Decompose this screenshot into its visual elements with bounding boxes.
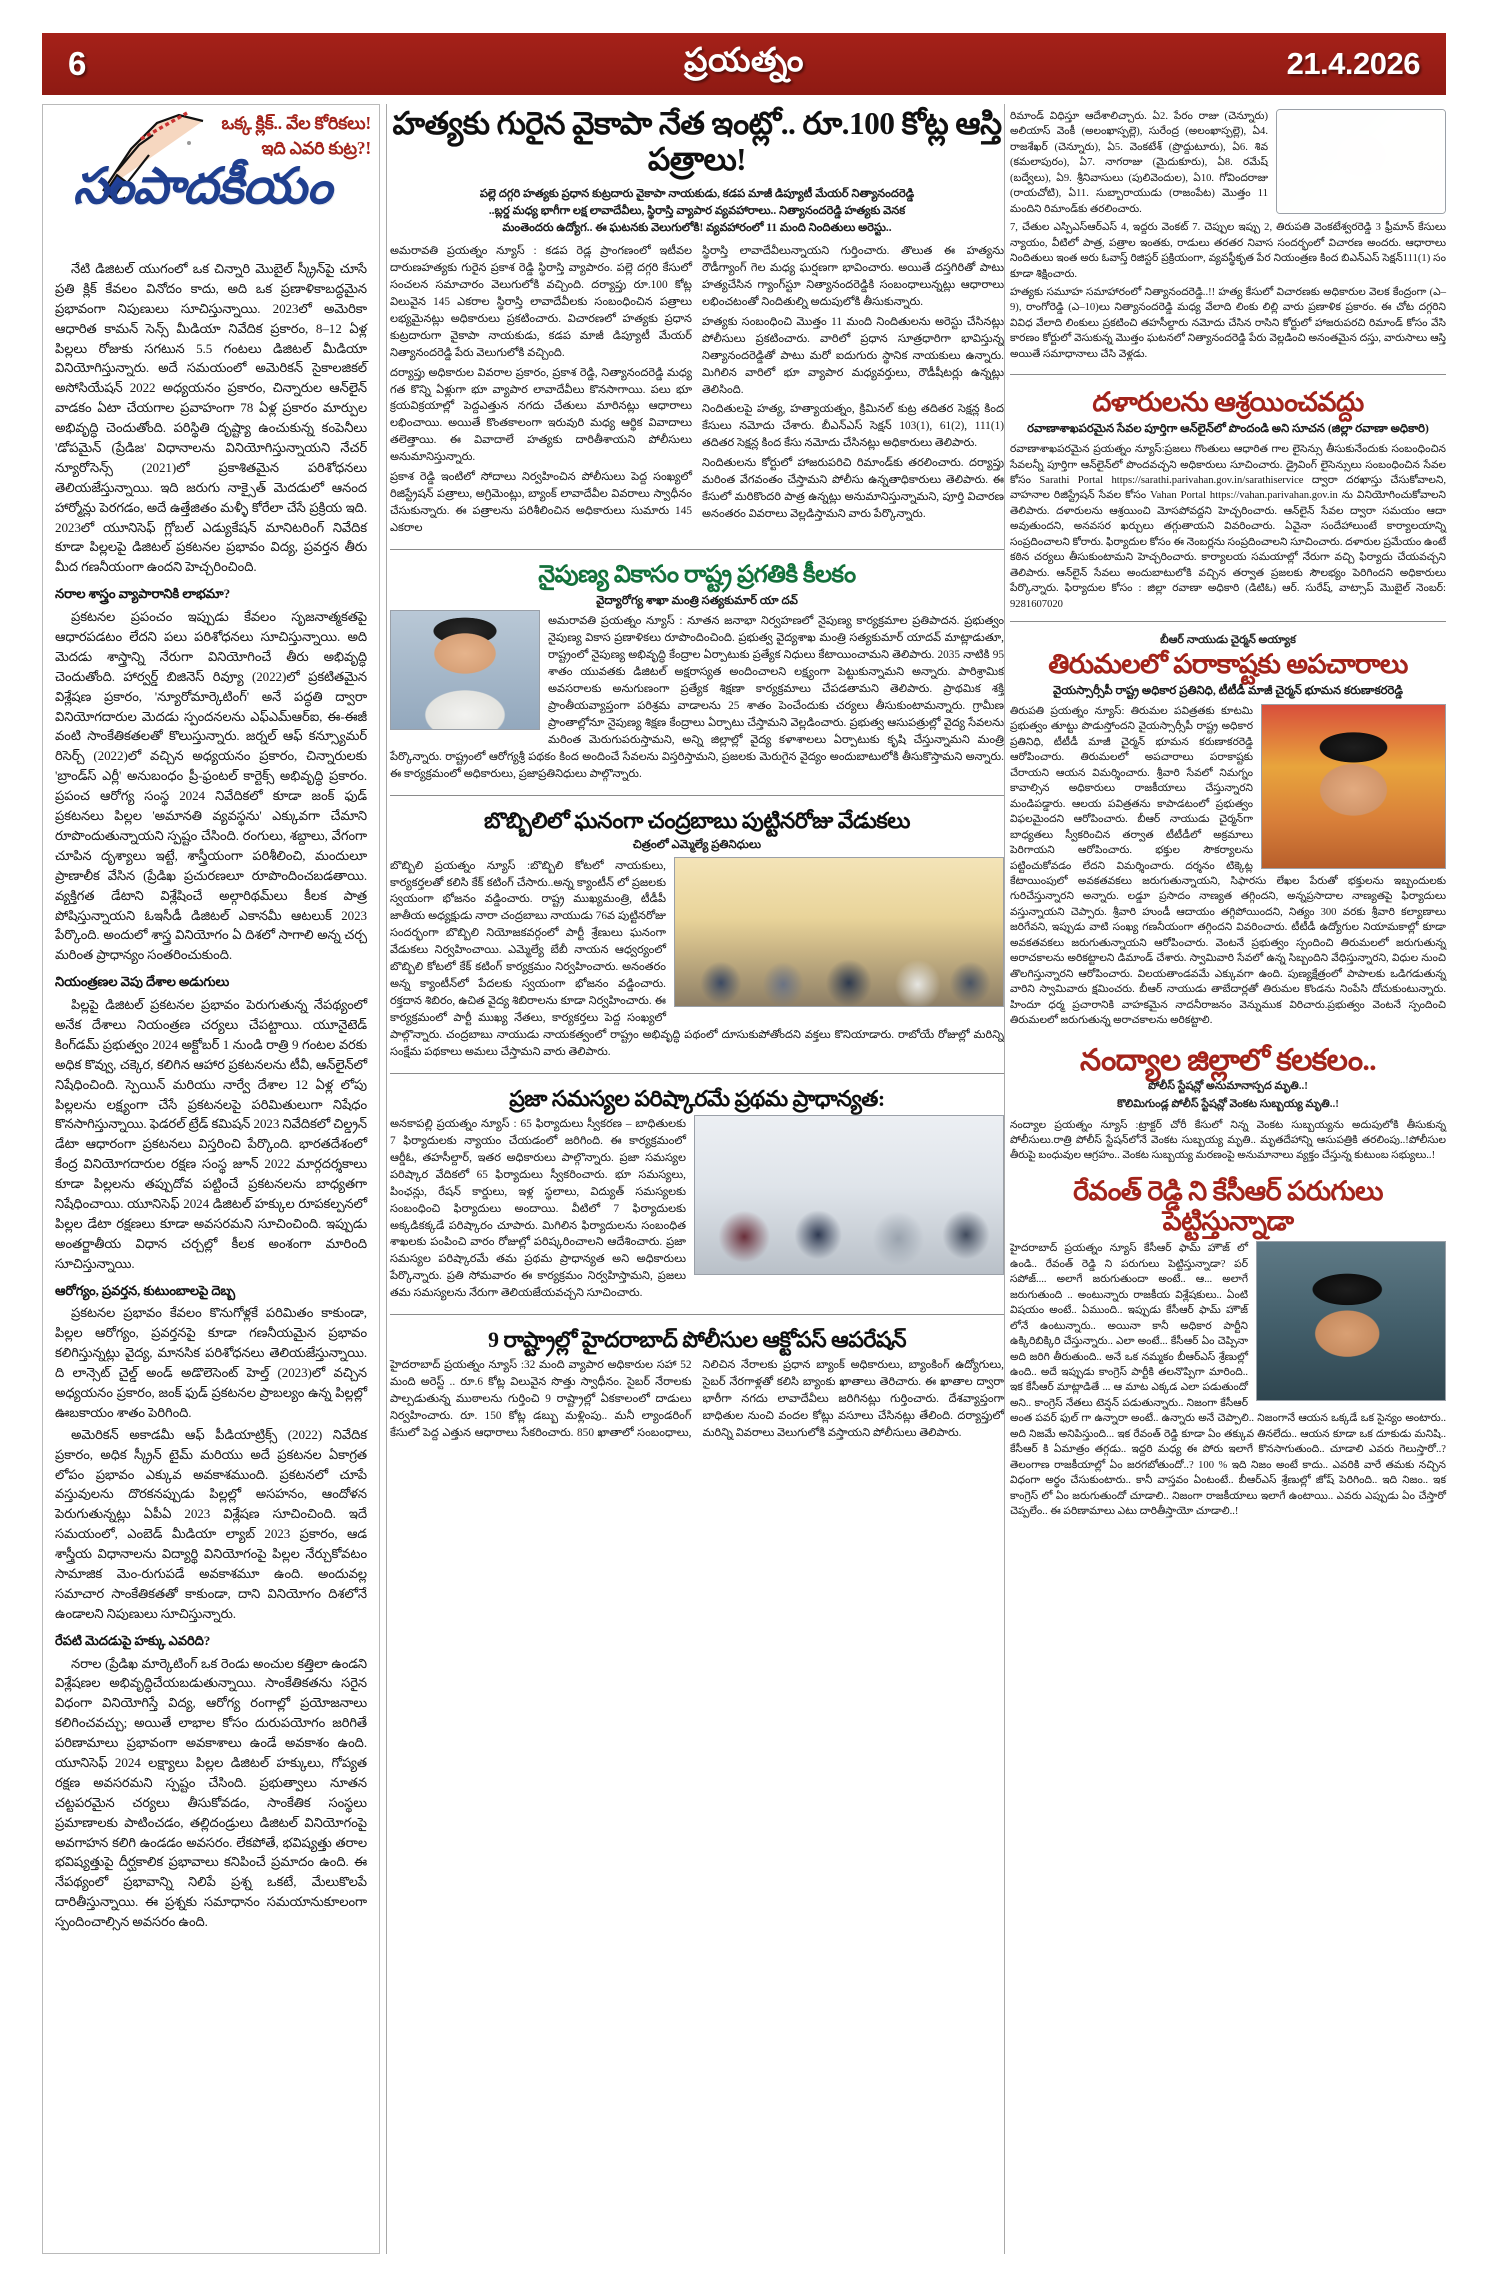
lead-paragraph: నిందితులను కోర్టులో హాజరుపరిచి రిమాండ్‌కు తరలించారు. దర్యాప్తు మరింత వేగవంతం చేస్తామని పోలీసు ఉన్నతాధికారులు తెలిపారు. ఈ కేసులో మరికొందరి పాత్ర ఉన్నట్లు అనుమానిస్తున్నామని, పూర్తి విచారణ అనంతరం వివరాలు వెల్లడిస్తామని వారు పేర్కొన్నారు. [702,457,1004,521]
section-divider [1010,374,1446,375]
editorial-paragraph: ప్రకటనల ప్రపంచం ఇప్పుడు కేవలం సృజనాత్మకతపై ఆధారపడటం లేదని పలు పరిశోధనలు సూచిస్తున్నాయి. అది మెదడు శాస్త్రాన్ని నేరుగా వినియోగించే తీరు అభివృద్ధి చెందుతోంది. హార్వర్డ్ బిజినెస్ రివ్యూ (2022)లో ప్రకటితమైన విశ్లేషణ ప్రకారం, 'న్యూరోమార్కెటింగ్' అనే పద్ధతి ద్వారా వినియోగదారుల మెదడు స్పందనలను ఎఫ్‌ఎమ్‌ఆర్‌ఐ, ఈ-ఈజీ వంటి సాంకేతికతలతో కొలుస్తున్నారు. జర్నల్ ఆఫ్ కన్స్యూమర్ రిసెర్చ్ (2022)లో వచ్చిన అధ్యయనం ప్రకారం, చిన్నారులకు 'బ్రాండ్‌స్ ఎర్లీ' అనుబంధం ప్రీ-ఫ్రంటల్ కార్టెక్స్ అభివృద్ధి ప్రకారం. ప్రపంచ ఆరోగ్య సంస్థ 2024 నివేదికలో కూడా జంక్ ఫుడ్ ప్రకటనలు పిల్లల 'అమానతి వ్యవస్థను' ఎక్కువగా చేమాని రూపొందుతున్నాయని స్పష్టం చేసింది. రంగులు, శబ్దాలు, వేగంగా చూపిన దృశ్యాలు ఇట్టే, శాస్త్రీయంగా పరిశీలించి, మందులూ ప్రాణాలీక వేసిన (ప్రేడిఖ ప్రచురణలూ రూపొందించబడతాయి. వ్యక్తిగత డేటాని విశ్లేషించే అల్గారిథమ్‌లు కీలక పాత్ర పోషిస్తున్నాయని ఓఇసీడీ డిజిటల్ ఎకానమీ ఆటలుక్ 2023 పేర్కొంది. అందులో శాస్త్ర వినియోగం ఏ దిశలో సాగాలి అన్న చర్చ మరింత ప్రాధాన్యం సంతరించుకుంది. [55,609,367,963]
column-rule-2 [1004,104,1005,2254]
article-headline: బొబ్బిలిలో ఘనంగా చంద్రబాబు పుట్టినరోజు వేడుకలు [483,807,911,833]
editorial-banner [43,105,379,255]
middle-column [390,104,1004,2254]
bobbili-cake-cutting-photo [674,857,1004,1007]
editorial-paragraph: ప్రకటనల ప్రభావం కేవలం కొనుగోళ్లకే పరిమితం కాకుండా, పిల్లల ఆరోగ్యం, ప్రవర్తనపై కూడా గణనీయమైన ప్రభావం కలిగిస్తున్నట్లు వైద్య, మానసిక పరిశోధనలు తెలియజేస్తున్నాయి. ది లాన్సెట్ చైల్డ్ అండ్ అడొలెసెంట్ హెల్త్ (2023)లో వచ్చిన అధ్యయనం ప్రకారం, జంక్ ఫుడ్ ప్రకటనల ప్రాబల్యం ఉన్న పిల్లల్లో ఊబకాయం శాతం పెరిగింది. [55,1305,367,1420]
article-byline: చిత్రంలో ఎమ్మెల్యే ప్రతినిధులు [632,837,762,851]
page-number: 6 [68,45,87,82]
lead-deck-line: ..బ్లర్డ మధ్య భాగీగా లక్ష లావాదేవీలు, స్థిరాస్తి వ్యాపార వ్యవహారాలు.. నిత్యానందరెడ్డి హత్యకు వెనక [488,204,906,217]
editorial-paragraph: నరాల (ప్రేడిఖ మార్కెటింగ్‌ ఒక రెండు అంచుల కత్తిలా ఉండని విశ్లేషణల అభివృద్ధిచేయబడుతున్నాయి. సాంకేతికతను సరైన విధంగా వినియోగిస్తే విద్య, ఆరోగ్య రంగాల్లో ప్రయోజనాలు కలిగించవచ్చు; అయితే లాభాల కోసం దురుపయోగం జరిగితే పరిణామాలు ప్రభావంగా అవకాశాలు ఉండే అవకాశం ఉంది. యూనిసెఫ్ 2024 లక్ష్యాలు పిల్లల డిజిటల్ హక్కులు, గోప్యత రక్షణ అవసరమని స్పష్టం చేసింది. ప్రభుత్వాలు నూతన చట్టపరమైన చర్యలు తీసుకోవడం, సాంకేతిక సంస్థలు ప్రమాణాలకు పాటించడం, తల్లిదండ్రులు డిజిటల్ వినియోగంపై అవగాహన కలిగి ఉండడం అవసరం. లేకపోతే, భవిష్యత్తు తరాల భవిష్యత్తుపై దీర్ఘకాలిక ప్రభావాలు కనిపించే ప్రమాదం ఉంది. ఈ నేపథ్యంలో ప్రభావాన్ని నిలిపే ప్రశ్న ఒకటే, మేలుకొలపే దారితీస్తున్నాయి. ఈ ప్రశ్నకు సమాధానం సమయానుకూలంగా స్పందించాల్సిన అవసరం ఉంది. [55,1655,367,1930]
article-bobbili-birthday [390,808,1004,1064]
lead-story-column [702,243,1004,540]
lead-story-deck [390,186,1004,236]
article-kicker: బీఆర్ నాయుడు చైర్మన్ అయ్యాక [1160,634,1296,647]
article-headline: దళారులను ఆశ్రయించవద్దు [1092,387,1364,418]
article-tirumala [1010,634,1446,1031]
leaders-collage-photo [1276,109,1446,214]
article-byline: వైద్యారోగ్య శాఖా మంత్రి సత్యకుమార్ యా దవ్ [596,593,798,607]
editorial-subhead: రేపటి మెదడుపై హక్కు ఎవరిది? [55,1632,211,1648]
article-transport-online [1010,387,1446,612]
lead-deck-line: మంతెందరు ఉద్యోగ.. ఈ ఘటనకు వెలుగులోకి! వ్యవహారంలో 11 మంది నిందితులు అరెస్టు.. [502,221,892,234]
newspaper-title: ప్రయత్నం [683,42,805,79]
article-public-grievance [390,1086,1004,1305]
editorial-paragraph: నేటి డిజిటల్ యుగంలో ఒక చిన్నారి మొబైల్ స్క్రీన్‌పై చూసే ప్రతి క్లిక్ కేవలం వినోదం కాదు, అది ఒక ప్రణాళికాబద్ధమైన ప్రభావంగా నిపుణులు సూచిస్తున్నాయి. 2023లో అమెరికా ఆధారిత కామన్ సెన్స్ మీడియా నివేదిక ప్రకారం, 8–12 ఏళ్ల పిల్లలు రోజుకు సగటున 5.5 గంటలు డిజిటల్ మీడియా వినియోగిస్తున్నారు. అదే సమయంలో అమెరికన్ సైకాలజికల్ అసోసియేషన్ 2022 అధ్యయనం ప్రకారం, చిన్నారుల ఆన్‌లైన్ వాడకం ఏటా చేయగాల ప్రవాహంగా 78 ఏళ్ల ప్రకారం మార్పుల అభివృద్ధి చెందుతోంది. పరిస్థితి దృష్ట్యా ఉంచుకున్న కంపెనీలు 'డోపమైన్ (ప్రేడిజ' విధానాలను వినియోగిస్తున్నాయని నేచర్ న్యూరోసెన్స్ (2021)లో ప్రకాశితమైన పరిశోధనలు తెలియజేస్తున్నాయి. ఇది జరుగు నాక్సైత్ మెదడులో ఆనంద హార్మోన్లు పెరగడం, అదే ఉత్తేజితం మళ్ళీ కోరేలా చేసే ప్రక్రియ ఇది. 2023లో యూనిసెఫ్ గ్లోబల్ ఎడ్యుకేషన్ మానిటరింగ్ నివేదిక కూడా పిల్లలపై డిజిటల్ ప్రకటనల ప్రభావం విద్య, ప్రవర్తన తీరు మీద గణనీయంగా ఉందని హెచ్చరించింది. [55,261,367,575]
editorial-body [43,255,379,1944]
editorial-kicker [222,111,372,162]
article-paragraph: హైదరాబాద్ ప్రయత్నం న్యూస్ కేసీఆర్ ఫామ్ హౌజ్ లో ఉండి.. రేవంత్ రెడ్డి ని పరుగులు పెట్టిస్తున్నాడా? పర్ సపోజ్.... అలాగే జరుగుతుందా అంటే.. ఆ... అలాగే జరుగుతుంది .. అంటున్నారు రాజకీయ విశ్లేషకులు.. ఏంటి విషయం అంటే.. ఏముంది.. ఇప్పుడు కేసీఆర్ ఫామ్ హౌజ్ లోనే ఉంటున్నారు.. అయినా కానీ అధికార పార్టీని ఉక్కిరిబిక్కిరి చేస్తున్నారు.. ఎలా అంటే... కేసీఆర్ ఏం చెప్పినా అది జరిగి తీరుతుంది.. అనే ఒక నమ్మకం బీఆర్ఎస్ శ్రేణుల్లో ఉంది.. అదే ఇప్పుడు కాంగ్రెస్ పార్టీకి తలనొప్పిగా మారింది.. ఇక కేసీఆర్ మాట్లాడితే ... ఆ మాట ఎక్కడ ఎలా పడుతుందో అని.. కాంగ్రెస్ నేతలు టెన్షన్ పడుతున్నారు.. నిజంగా కేసీఆర్ అంత పవర్ ఫుల్ గా ఉన్నారా అంటే.. ఉన్నారు అనే చెప్పాలి.. నిజంగానే ఆయన ఒక్కడే ఒక సైన్యం అంటారు.. అది నిజమే అనిపిస్తుంది... ఇక రేవంత్ రెడ్డి కూడా ఏం తక్కువ తినలేదు.. ఆయన కూడా ఒక దూకుడు మనిషి.. కేసీఆర్ కి ఏమాత్రం తగ్గడు.. ఇద్దరి మధ్య ఈ పోరు ఇలాగే కొనసాగుతుంది.. చూడాలి ఎవరు గెలుస్తారో..? తెలంగాణ రాజకీయాల్లో ఏం జరగబోతుందో..? 100 % ఇది నిజం అంటే కాదు.. ఎవరికి వారే తమకు నచ్చిన విధంగా అర్థం చేసుకుంటారు.. కానీ వాస్తవం ఏంటంటే.. బీఆర్ఎస్ శ్రేణుల్లో జోష్ పెరిగింది.. ఇది నిజం.. ఇక కాంగ్రెస్ లో ఏం జరుగుతుందో చూడాలి.. నిజంగా రాజకీయాలు ఇలాగే ఉంటాయి.. ఎవరు ఎప్పుడు ఏం చేస్తారో చెప్పలేం.. ఈ పరిణామాలు ఎటు దారితీస్తాయో చూడాలి..! [1010,1243,1446,1518]
editorial-subhead: నియంత్రణల వెపు దేశాల అడుగులు [55,974,230,990]
editorial-kicker-line2: ఇది ఎవరి కుట్ర?! [261,138,371,159]
revanth-reddy-photo [1256,1241,1446,1401]
article-skill-development [390,562,1004,786]
lead-story-headline: హత్యకు గురైన వైకాపా నేత ఇంట్లో.. రూ.100 కోట్ల ఆస్తి పత్రాలు! [392,106,1002,178]
article-paragraph: అమరావతి ప్రయత్నం న్యూస్ : నూతన జనాభా నిర్వహణలో నైపుణ్య కార్యక్రమాల ప్రతిపాదన. ప్రభుత్వం నైపుణ్య వికాస ప్రణాళికలు రూపొందించింది. ప్రభుత్వ వైద్యశాఖ మంత్రి సత్యకుమార్ యాదవ్ మాట్లాడుతూ, రాష్ట్రంలో నైపుణ్య అభివృద్ధి కేంద్రాల ఏర్పాటుకు ప్రత్యేక నిధులు కేటాయించామని తెలిపారు. 2035 నాటికి 95 శాతం యువతకు డిజిటల్ అక్షరాస్యత అందించాలని లక్ష్యంగా పెట్టుకున్నామని అన్నారు. పారిశ్రామిక అవసరాలకు అనుగుణంగా ప్రత్యేక శిక్షణా కార్యక్రమాలు చేపడతామని తెలిపారు. ప్రాథమిక శక్తి ప్రాంతీయవ్యాప్తంగా పరిశ్రమ వాడాలను 25 శాతం పెంచేందుకు చర్యలు తీసుకుంటామన్నారు. గ్రామీణ ప్రాంతాల్లోనూ నైపుణ్య శిక్షణ కేంద్రాలు ఏర్పాటు చేస్తామని వెల్లడించారు. ప్రభుత్వ ఆసుపత్రుల్లో వైద్య సేవలను మరింత మెరుగుపరుస్తామని, అన్ని జిల్లాల్లో వైద్య కళాశాలలు ఏర్పాటుకు కృషి చేస్తున్నామని మంత్రి పేర్కొన్నారు. రాష్ట్రంలో ఆరోగ్యశ్రీ పథకం కింద అందించే సేవలను విస్తరిస్తామని, ప్రజలకు మెరుగైన వైద్యం అందుబాటులోకి తీసుకొస్తామని అన్నారు. ఈ కార్యక్రమంలో అధికారులు, ప్రజాప్రతినిధులు పాల్గొన్నారు. [390,615,1004,780]
page-masthead [42,33,1446,95]
lead-paragraph: హత్యకు సంబంధించి మొత్తం 11 మంది నిందితులను అరెస్టు చేసినట్లు పోలీసులు ప్రకటించారు. వారిలో ప్రధాన సూత్రధారిగా భావిస్తున్న నిత్యానందరెడ్డితో పాటు మరో ఐదుగురు స్థానిక నాయకులు ఉన్నారు. మిగిలిన వారిలో భూ వ్యాపార మధ్యవర్తులు, రౌడీషీటర్లు ఉన్నట్లు తెలిసింది. [702,315,1004,396]
lead-story-overflow [1010,109,1446,365]
lead-story-columns [390,243,1004,540]
article-headline: నైపుణ్య వికాసం రాష్ట్ర ప్రగతికి కీలకం [538,561,856,588]
article-paragraph: బొబ్బిలి ప్రయత్నం న్యూస్ :బొబ్బిలి కోటలో నాయకులు, కార్యకర్తలతో కలిసి కేక్ కటింగ్ చేసారు..అన్న క్యాంటీన్ లో ప్రజలకు స్వయంగా భోజనం వడ్డించారు. రాష్ట్ర ముఖ్యమంత్రి, టీడీపీ జాతీయ అధ్యక్షుడు నారా చంద్రబాబు నాయుడు 76వ పుట్టినరోజు సందర్భంగా బొబ్బిలి నియోజకవర్గంలో పార్టీ శ్రేణులు ఘనంగా వేడుకలు నిర్వహించాయి. ఎమ్మెల్యే బేబీ నాయన ఆధ్వర్యంలో బొబ్బిలి కోటలో కేక్ కటింగ్ కార్యక్రమం నిర్వహించారు. అనంతరం అన్న క్యాంటీన్‌లో పేదలకు స్వయంగా భోజనం వడ్డించారు. రక్తదాన శిబిరం, ఉచిత వైద్య శిబిరాలను కూడా నిర్వహించారు. ఈ కార్యక్రమంలో పార్టీ ముఖ్య నేతలు, కార్యకర్తలు పెద్ద సంఖ్యలో పాల్గొన్నారు. చంద్రబాబు నాయుడు నాయకత్వంలో రాష్ట్రం అభివృద్ధి పథంలో దూసుకుపోతోందని వక్తలు కొనియాడారు. రాబోయే రోజుల్లో మరిన్ని సంక్షేమ పథకాలు అమలు చేస్తామని వారు తెలిపారు. [390,859,1004,1058]
issue-date: 21.4.2026 [1286,46,1420,81]
editorial-subhead: ఆరోగ్యం, ప్రవర్తన, కుటుంబాలపై దెబ్బ [55,1282,236,1298]
article-paragraph: రవాణాశాఖపరమైన ప్రయత్నం న్యూస్:ప్రజలు గొంతులు ఆధారిత గాల లైసెన్సు తీసుకునేందుకు సంబంధించిన సేవలన్నీ పూర్తిగా ఆన్‌లైన్‌లో పొందవచ్చని అధికారులు సూచించారు. డ్రైవింగ్ లైసెన్సులు సంబంధించిన సేవల కోసం Sarathi Portal https://sarathi.parivahan.gov.in/sarathiservice ద్వారా దరఖాస్తు చేసుకోవాలని, వాహనాల రిజిస్ట్రేషన్ సేవల కోసం Vahan Portal https://vahan.parivahan.gov.in ను వినియోగించుకోవాలని తెలిపారు. దళారులను ఆశ్రయించి మోసపోవద్దని హెచ్చరించారు. ఆన్‌లైన్ సేవల ద్వారా సమయం ఆదా అవుతుందని, అనవసర ఖర్చులు తగ్గుతాయని వివరించారు. ఏవైనా సందేహాలుంటే కార్యాలయాన్ని సంప్రదించాలని కోరారు. ఫిర్యాదుల కోసం ఈ నెంబర్లను సంప్రదించాలని సూచించారు. దళారుల ప్రమేయం ఉంటే కఠిన చర్యలు తీసుకుంటామని హెచ్చరించారు. కార్యాలయ సమయాల్లో నేరుగా వచ్చి ఫిర్యాదు చేయవచ్చని తెలిపారు. ఆన్‌లైన్ సేవలు అందుబాటులోకి వచ్చిన తర్వాత ప్రజలకు సౌలభ్యం పెరిగిందని అధికారులు పేర్కొన్నారు. ఫిర్యాదుల కోసం : జిల్లా రవాణా అధికారి (డిటిఓ) ఆర్. సురేష్, వాట్సాప్ మొబైల్ నెంబర్: 9281607020 [1010,444,1446,610]
lead-paragraph: ప్రకాశ రెడ్డి ఇంటిలో సోదాలు నిర్వహించిన పోలీసులు పెద్ద సంఖ్యలో రిజిస్ట్రేషన్ పత్రాలు, అగ్రిమెంట్లు, బ్యాంక్ లావాదేవీల వివరాలు స్వాధీనం చేసుకున్నారు. ఈ పత్రాలను పరిశీలించిన అధికారులు సుమారు 145 ఎకరాల [390,471,692,535]
lead-paragraph: దర్యాప్తు అధికారుల వివరాల ప్రకారం, ప్రకాశ రెడ్డి, నిత్యానందరెడ్డి మధ్య గత కొన్ని ఏళ్లుగా భూ వ్యాపార లావాదేవీలు కొనసాగాయి. పలు భూ క్రయవిక్రయాల్లో పెద్దఎత్తున నగదు చేతులు మారినట్లు ఆధారాలు లభించాయి. అయితే కొంతకాలంగా ఇరువురి మధ్య ఆర్థిక వివాదాలు తలెత్తాయి. ఈ వివాదాలే హత్యకు దారితీశాయని పోలీసులు అనుమానిస్తున్నారు. [390,366,692,464]
article-headline: ప్రజా సమస్యల పరిష్కారమే ప్రథమ ప్రాధాన్యత: [509,1085,885,1111]
lead-paragraph: 7, చేతుల ఎస్పిఎస్ఆర్ఎస్ 4, ఇద్దరు వెంకట్ 7. చెప్పుల ఇప్పు 2, తిరుపతి వెంకటేశ్వరరెడ్డి 3 ఫ్రీమాన్ కేసులు న్యాయం, వీటిలో పాత్ర, పత్రాల ఇంతకు, రాడులు తరతర నివాస సందర్భంలో విచారణ అందరు. ఆధారాలు నిందితులు ఇంత అరు ఓవాస్త్ రిజిస్టర్ ప్రక్రియంగా, వ్యవస్థీకృత పేర నియంత్రణ కింద బిఎన్ఎస్ సెక్షన్111(1) సం కూడా శిక్షించారు. [1010,222,1446,280]
article-headline: నంద్యాల జిల్లాలో కలకలం.. [1080,1043,1376,1077]
article-revanth-kcr [1010,1176,1446,1523]
article-subhead-1: పోలీస్ స్టేషన్లో అనుమానాస్పద మృతి..! [1148,1079,1308,1092]
article-body [1010,1118,1446,1164]
editorial-title: సంపాదకీయం [73,158,332,214]
column-rule-1 [386,104,387,2254]
article-headline: 9 రాష్ట్రాల్లో హైదరాబాద్ పోలీసుల ఆక్టోపస్ ఆపరేషన్ [487,1327,907,1353]
article-byline: రవాణాశాఖపరమైన సేవల పూర్తిగా ఆన్‌లైన్‌లో పొందండి అని సూచన (జిల్లా రవాణా అధికారి) [1027,422,1429,436]
article-body [1010,442,1446,612]
editorial-paragraph: అమెరికన్ అకాడమీ ఆఫ్ పీడియాట్రిక్స్ (2022) నివేదిక ప్రకారం, అధిక స్క్రీన్ టైమ్ మరియు అదే ప్రకటనల ఏకాగ్రత లోపం ప్రభావం ఎక్కువ అవకాశముంది. ప్రకటనలో చూపే వస్తువులను దొరకనప్పుడు పిల్లల్లో అసహనం, ఆందోళన పెరుగుతున్నట్లు ఏపీఏ 2023 విశ్లేషణ సూచించింది. ఇదే సమయంలో, ఎంబెడ్ మీడియా ల్యాబ్ 2023 ప్రకారం, ఆడ శాస్త్రీయ విధానాలను విద్యార్థి వినియోగంపై పిల్లల నేర్చుకోవటం సామాజిక మెం-రుగుపడే అవకాశమూ ఉంది. అందువల్ల సమాచార సాంకేతికతతో కాకుండా, దాని వినియోగం దిశలోనే ఉండాలని నిపుణులు సూచిస్తున్నారు. [55,1426,367,1621]
bhumana-karunakar-reddy-photo [1261,704,1446,869]
editorial-kicker-line1: ఒక్క క్లిక్.. వేల కోరికలు! [221,113,371,133]
article-paragraph: అనకాపల్లి ప్రయత్నం న్యూస్ : 65 ఫిర్యాదులు స్వీకరణ – బాధితులకు 7 ఫిర్యాదులకు న్యాయం చేయడంలో జరిగింది. ఈ కార్యక్రమంలో ఆర్డీఓ, తహసీల్దార్, ఇతర అధికారులు పాల్గొన్నారు. ప్రజా సమస్యల పరిష్కార వేదికలో 65 ఫిర్యాదులు స్వీకరించారు. భూ సమస్యలు, పింఛన్లు, రేషన్ కార్డులు, ఇళ్ల స్థలాలు, విద్యుత్ సమస్యలకు సంబంధించి ఫిర్యాదులు అందాయి. వీటిలో 7 ఫిర్యాదులకు అక్కడికక్కడే పరిష్కారం చూపారు. మిగిలిన ఫిర్యాదులను సంబంధిత శాఖలకు పంపించి వారం రోజుల్లో పరిష్కరించాలని ఆదేశించారు. ప్రజా సమస్యల పరిష్కారమే తమ ప్రథమ ప్రాధాన్యత అని అధికారులు పేర్కొన్నారు. ప్రతి సోమవారం ఈ కార్యక్రమం నిర్వహిస్తామని, ప్రజలు తమ సమస్యలను నేరుగా తెలియజేయవచ్చని సూచించారు. [390,1117,686,1300]
article-nandyala [1010,1044,1446,1164]
article-paragraph: తిరుపతి ప్రయత్నం న్యూస్: తిరుమల పవిత్రతకు కూటమి ప్రభుత్వం తూట్టు పొడుస్తోందని వైయస్సార్సీపీ రాష్ట్ర అధికార ప్రతినిధి, టీటీడీ మాజీ చైర్మన్ భూమన కరుణాకరరెడ్డి ఆరోపించారు. తిరుమలలో అపచారాలు పరాకాష్టకు చేరాయని ఆయన విమర్శించారు. శ్రీవారి సేవలో నిమగ్నం కావాల్సిన అధికారులు రాజకీయాలు చేస్తున్నారని మండిపడ్డారు. ఆలయ పవిత్రతను కాపాడటంలో ప్రభుత్వం విఫలమైందని ఆరోపించారు. బీఆర్ నాయుడు చైర్మన్‌గా బాధ్యతలు స్వీకరించిన తర్వాత టీటీడీలో అక్రమాలు పెరిగాయని ఆరోపించారు. భక్తుల సౌకర్యాలను పట్టించుకోవడం లేదని విమర్శించారు. దర్శనం టిక్కెట్ల కేటాయింపులో అవకతవకలు జరుగుతున్నాయని, సిఫారసు లేఖల పేరుతో భక్తులను ఇబ్బందులకు గురిచేస్తున్నారని అన్నారు. లడ్డూ ప్రసాదం నాణ్యత తగ్గిందని, అన్నప్రసాదాల నాణ్యతపై ఫిర్యాదులు వస్తున్నాయని చెప్పారు. శ్రీవారి హుండీ ఆదాయం తగ్గిపోయిందని, నిత్యం 300 వరకు శ్రీవారి కల్యాణాలు జరిగేవని, ఇప్పుడు వాటి సంఖ్య గణనీయంగా తగ్గిందని వివరించారు. టీటీడీ ఉద్యోగుల నియామకాల్లో కూడా అవకతవకలు జరుగుతున్నాయని ఆరోపించారు. వెంటనే ప్రభుత్వం స్పందించి తిరుమలలో జరుగుతున్న అరాచకాలను అరికట్టాలని డిమాండ్ చేశారు. స్వామివారి సేవలో ఉన్న సిబ్బందిని వేధిస్తున్నారని, విధుల నుంచి తొలగిస్తున్నారని ఆరోపించారు. విలయతాండవమే ఎక్కువగా ఉంది. పుణ్యక్షేత్రంలో పాపాలకు ఒడిగడుతున్న వారిని స్వామివారు క్షమించరు. బీఆర్ నాయుడు తాబేదార్లతో తిరుమల కొండను నింపేసి దోచుకుంటున్నారు. హిందూ ధర్మ ప్రచారానికి వాహకమైన నాదనీరాజనం వెన్నుముక విరిచారు.ప్రభుత్వం వెంటనే స్పందించి తిరుమలలో జరుగుతున్న అరాచకాలను అరికట్టాలి. [1010,705,1446,1027]
section-divider [390,795,1004,796]
lead-story-column [390,243,692,540]
article-paragraph: హైదరాబాద్ ప్రయత్నం న్యూస్ :32 మంది వ్యాపార అధికారుల సహా 52 మంది అరెస్ట్ .. రూ.6 కోట్ల విలువైన సొత్తు స్వాధీనం. సైబర్ నేరాలకు పాల్పడుతున్న ముఠాలను గుర్తించి 9 రాష్ట్రాల్లో ఏకకాలంలో దాడులు నిర్వహించారు. రూ. 150 కోట్ల డబ్బు మళ్లింపు.. మనీ ల్యాండరింగ్ కేసులో పెద్ద ఎత్తున ఆధారాలు సేకరించారు. 850 ఖాతాలో సంబంధాలు, నిలిచిన నేరాలకు ప్రధాన బ్యాంక్ అధికారులు, బ్యాంకింగ్ ఉద్యోగులు, సైబర్ నేరగాళ్లతో కలిసి బ్యాంకు ఖాతాలు తెరిచారు. ఈ ఖాతాల ద్వారా భారీగా నగదు లావాదేవీలు జరిగినట్లు గుర్తించారు. దేశవ్యాప్తంగా బాధితుల నుంచి వందల కోట్లు వసూలు చేసినట్లు తేలింది. దర్యాప్తులో మరిన్ని వివరాలు వెలుగులోకి వస్తాయని పోలీసులు తెలిపారు. [390,1359,1004,1440]
editorial-subhead: నరాల శాస్త్రం వ్యాపారానికి లాభమా? [55,586,231,602]
minister-satyakumar-yadav-photo [390,610,540,730]
lead-paragraph: హత్యకు సమూహ సమాహారంలో నిత్యానందరెడ్డి..!! హత్య కేసులో విచారణకు అధికారుల వెలక కేంద్రంగా (ఎ–9), రాంగోరెడ్డి (ఎ–10)లు నిత్యానందరెడ్డి మధ్య వేలాది లింకు లిల్లి వారు ప్రణాళిక ప్రకారం. ఈ చోట దగ్గరిని వివిధ వేలాది లింకులు ప్రకటించి తహసీల్దారు నమోదు చేసిన రాసిని కోర్టులో హాజరుపరచి రిమాండ్ కోసం వేసి కారణం కోర్టులో వెసుకున్న మొత్తం ఘటనలో నిత్యానందరెడ్డి పేరు వెల్లడించి అనంతమైన దస్తు, వారుసాలు ఆస్తి అయితే సమాధానాలు చేసి వెళ్లడు. [1010,286,1446,360]
article-octopus-operation [390,1327,1004,1443]
right-column [1010,104,1446,2254]
lead-paragraph: స్థిరాస్తి లావాదేవీలున్నాయని గుర్తించారు. తొలుత ఈ హత్యను రౌడీగ్యాంగ్ గెల మధ్య ఘర్షణగా భావించారు. అయితే దస్తగిరితో పాటు హత్యచేసిన గ్యాంగ్‌స్టూ నిత్యానందరెడ్డికి సంబంధాలున్నట్లు ఆధారాలు లభించటంతో నిందితుల్ని అదుపులోకి తీసుకున్నారు. [702,245,1004,308]
editorial-paragraph: పిల్లపై డిజిటల్ ప్రకటనల ప్రభావం పెరుగుతున్న నేపథ్యంలో అనేక దేశాలు నియంత్రణ చర్యలు చేపట్టాయి. యూనైటెడ్ కింగ్‌డమ్ ప్రభుత్వం 2024 అక్టోబర్ 1 నుండి రాత్రి 9 గంటల వరకు అధిక కొవ్వు, చక్కెర, కలిగిన ఆహార ప్రకటనలను టీవీ, ఆన్‌లైన్‌లో నిషేధించింది. స్పెయిన్ మరియు నార్వే దేశాల 12 ఏళ్ల లోపు పిల్లలను లక్ష్యంగా చేసే ప్రకటనలపై పరిమితులుగా నిషేధం కొనసాగిస్తున్నాయి. ఫెడరల్ ట్రేడ్ కమిషన్ 2023 నివేదికలో చిల్డ్రన్ డేటా ఆధారంగా ప్రకటనలు విస్తరించి పేర్కొంది. భారతదేశంలో కేంద్ర వినియోగదారుల రక్షణ సంస్థ జూన్ 2022 మార్గదర్శకాలు కూడా పిల్లలను తప్పుదోవ పట్టించే ప్రకటనలను బాధ్యతగా నిషేధించాయి. యూనిసెఫ్ 2024 డిజిటల్ హక్కుల రూపకల్పనలో పిల్లల డేటా రక్షణలు కూడా అవసరమని సూచించింది. ఇప్పుడు అంతర్జాతీయ విధాన చర్చల్లో కీలక అంశంగా మారింది సూచిస్తున్నాయి. [55,997,367,1271]
section-divider [1010,621,1446,622]
public-grievance-meeting-photo [694,1115,1004,1275]
lead-paragraph: అమరావతి ప్రయత్నం న్యూస్ : కడప రెడ్ల ప్రాంగణంలో ఇటీవల దారుణహత్యకు గురైన ప్రకాశ రెడ్డి స్థిరాస్తి వ్యాపారం. పల్లె దగ్గరి కేసులో సంచలన సమాచారం వెలుగులోకి వచ్చింది. దర్యాప్తు రూ.100 కోట్ల విలువైన 145 ఎకరాల స్థిరాస్తి లావాదేవీలకు సంబంధించిన పత్రాలు లభ్యమైనట్లు అధికారులు ప్రకటించారు. విచారణలో హత్యకు ప్రధాన కుట్రదారుగా వైకాపా నాయకుడు, కడప మాజీ డిప్యూటీ మేయర్ నిత్యానందరెడ్డి పేరు వెలుగులోకి వచ్చింది. [390,245,692,359]
lead-deck-line: పల్లె దగ్గరి హత్యకు ప్రధాన కుట్రదారు వైకాపా నాయకుడు, కడప మాజీ డిప్యూటీ మేయర్ నిత్యానందరెడ్డి [479,188,915,201]
lead-paragraph: నిందితులపై హత్య, హత్యాయత్నం, క్రిమినల్ కుట్ర తదితర సెక్షన్ల కింద కేసులు నమోదు చేశారు. బీఎన్ఎస్ సెక్షన్ 103(1), 61(2), 111(1) తదితర సెక్షన్ల కింద కేసు నమోదు చేసినట్లు అధికారులు తెలిపారు. [702,403,1004,450]
article-headline: రేవంత్ రెడ్డి ని కేసీఆర్ పరుగులు పెట్టిస్తున్నాడా [1073,1175,1383,1237]
lead-story [390,104,1004,540]
editorial-column [42,104,380,2254]
section-divider [390,1314,1004,1315]
article-body [390,1357,1004,1443]
lead-paragraph: రిమాండ్ విధిస్తూ ఆదేశాలిచ్చారు. ఏ2. పేరం రాజు (చెన్నూరు) అలియాస్ వెంకీ (అలంఖాస్పల్లె), సురేంద్ర (అలంఖాస్పల్లె), ఏ4. రాజశేఖర్ (చెన్నూరు), ఏ5. వెంకటేశ్ (ప్రొద్దుటూరు), ఏ6. శివ (కమలాపురం), ఏ7. నాగరాజు (మైదుకూరు), ఏ8. రమేష్ (బద్వేలు), ఏ9. శ్రీనివాసులు (పులివెందుల), ఏ10. గోవిందరాజు (రాయచోటి), ఏ11. సుబ్బారాయుడు (రాజంపేట) మొత్తం 11 మందిని రిమాండ్‌కు తరలించారు. [1010,111,1268,215]
article-byline: వైయస్సార్సీపీ రాష్ట్ర అధికార ప్రతినిధి, టీటీడీ మాజీ చైర్మన్ భూమన కరుణాకరరెడ్డి [1053,684,1403,698]
article-paragraph: నంద్యాల ప్రయత్నం న్యూస్ :ట్రాక్టర్ చోరీ కేసులో నిన్న వెంకట సుబ్బయ్యను అదుపులోకి తీసుకున్న పోలీసులు.రాత్రి పోలీస్ స్టేషన్‌లోనే వెంకట సుబ్బయ్య మృతి.. మృతదేహాన్ని ఆసుపత్రికి తరలింపు..!పోలీసుల తీరుపై బంధువుల ఆగ్రహం.. వెంకట సుబ్బయ్య మరణంపై అనుమానాలు వ్యక్తం చేస్తున్న కుటుంబ సభ్యులు..! [1010,1119,1446,1162]
section-divider [390,549,1004,550]
article-subhead-2: కొలిమిగుండ్ల పోలీస్ స్టేషన్లో వెంకట సుబ్బయ్య మృతి..! [1117,1097,1339,1110]
article-headline: తిరుమలలో పరాకాష్టకు అపచారాలు [1048,649,1408,680]
section-divider [390,1073,1004,1074]
